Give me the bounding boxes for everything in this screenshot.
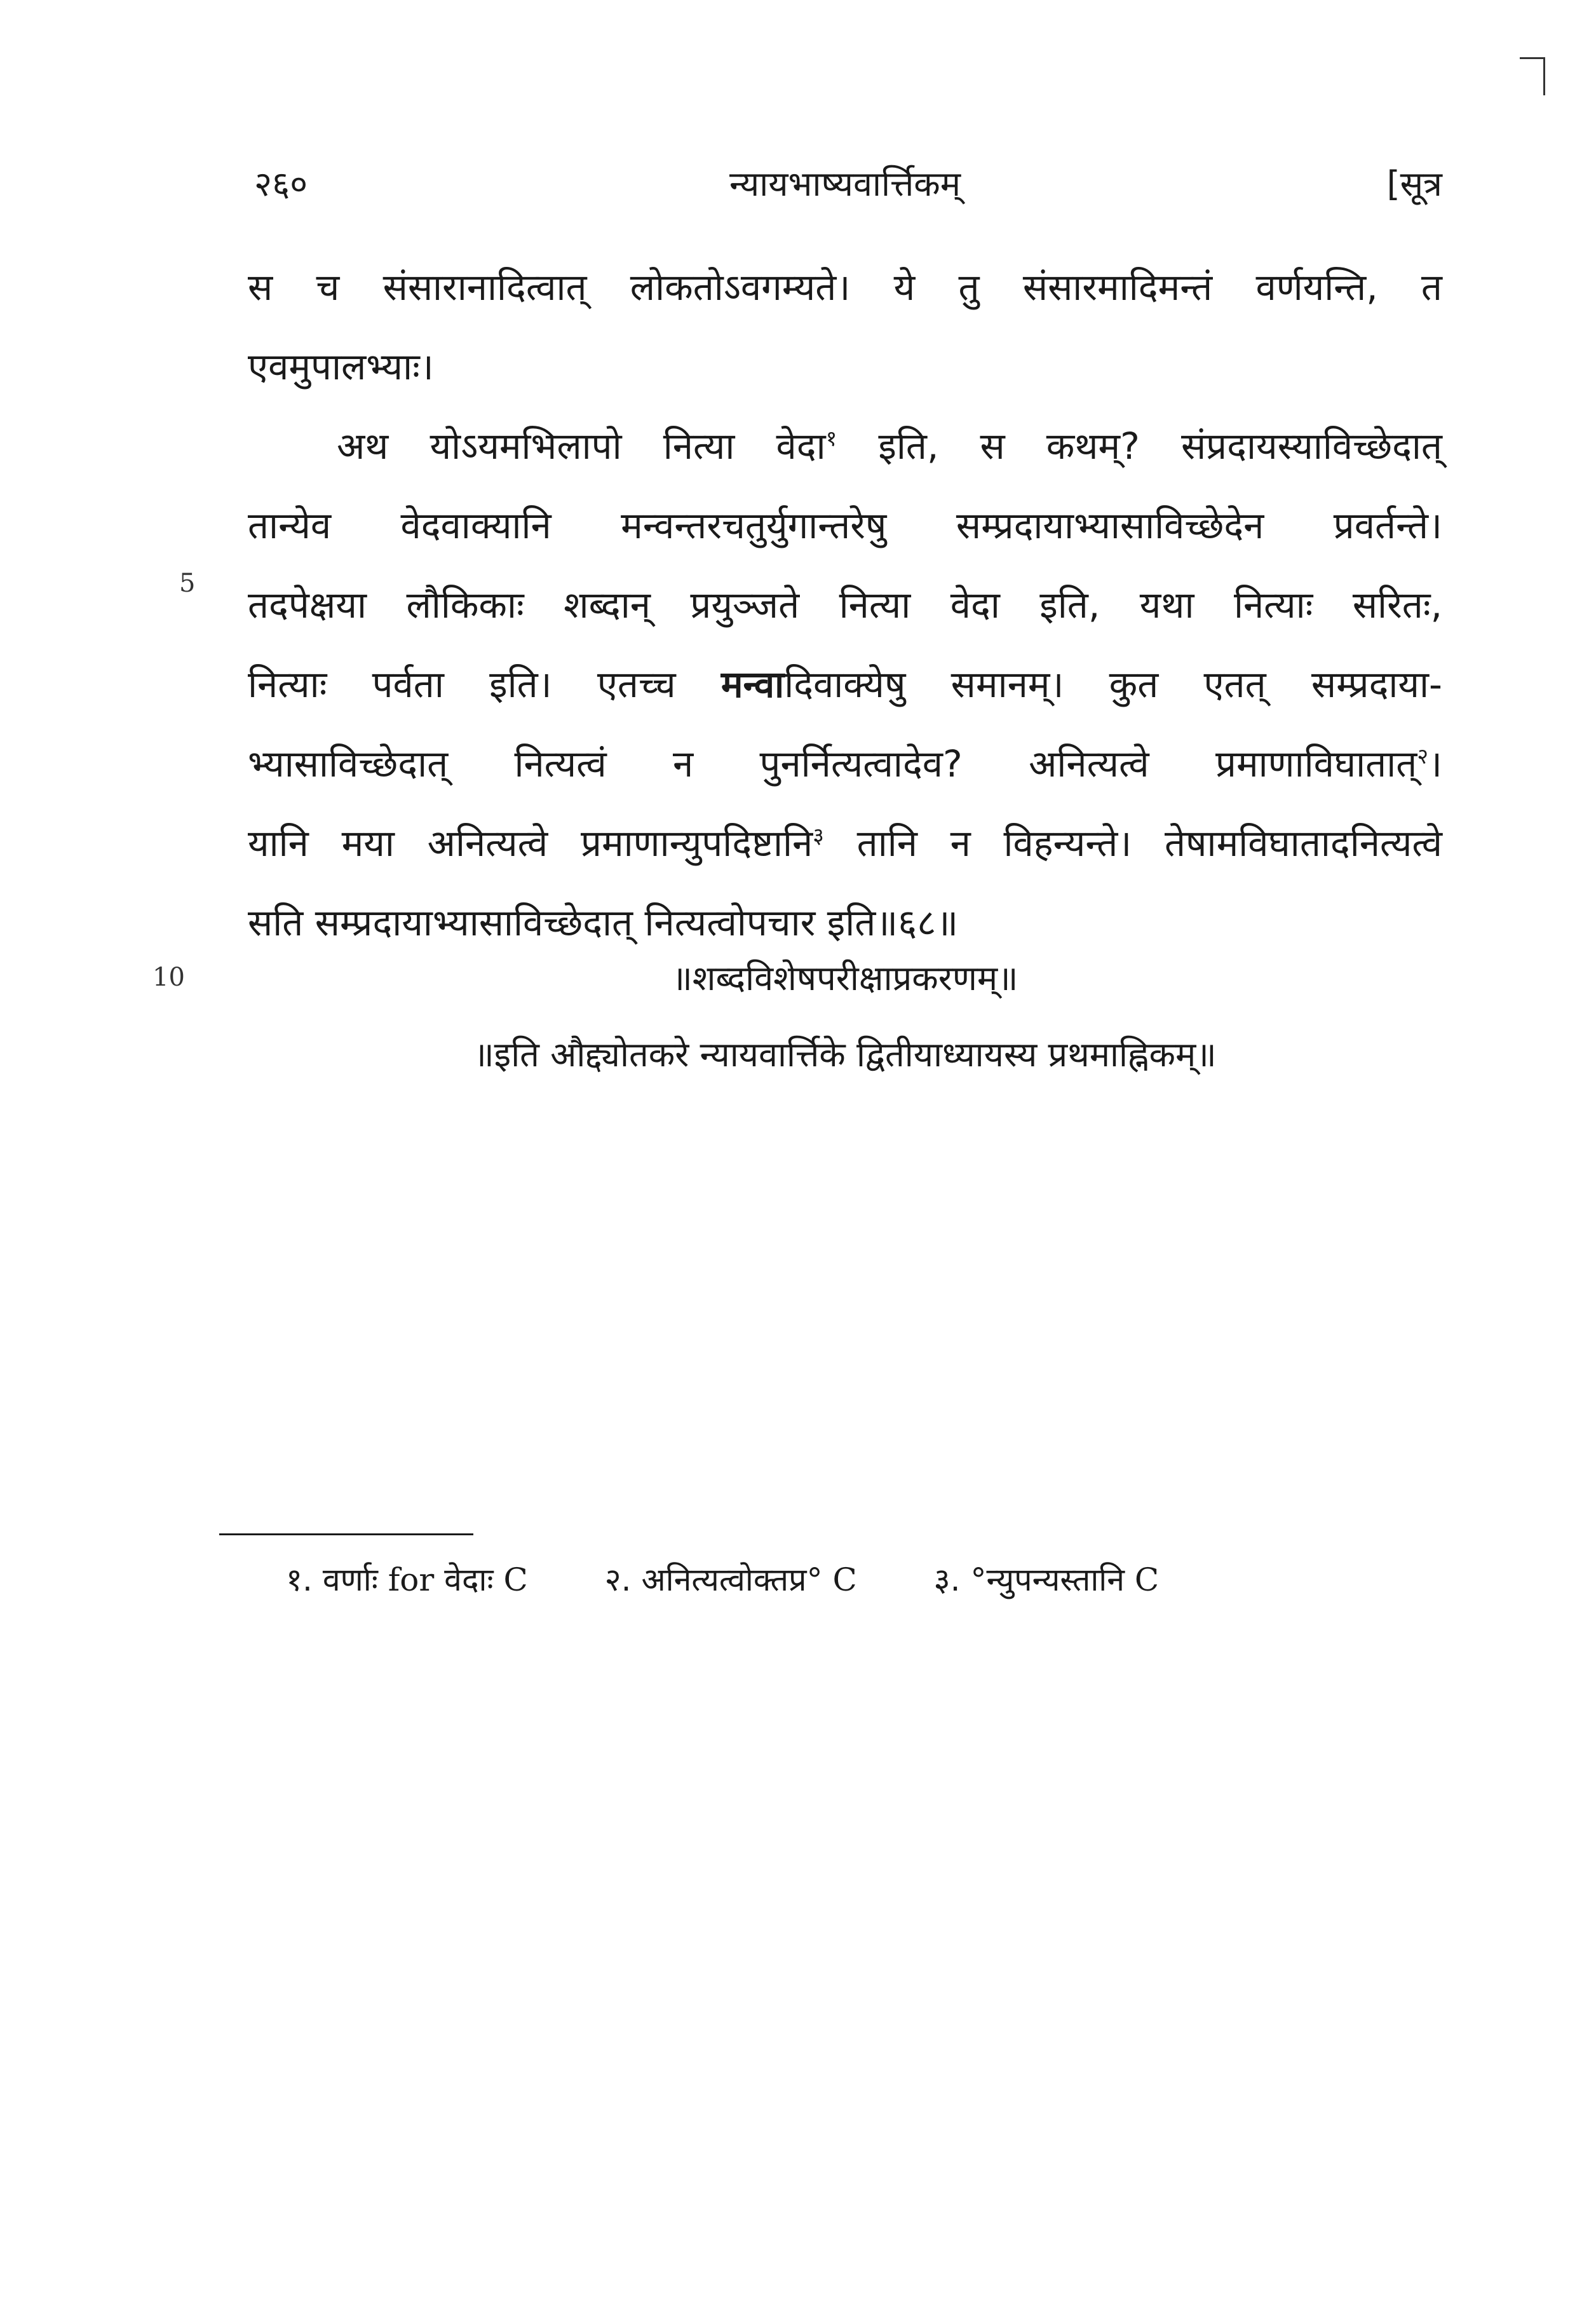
footnote-ref: २ <box>1417 743 1429 770</box>
text-line-1: स च संसारानादित्वात् लोकतोऽवगम्यते। ये तु संसारमादिमन्तं वर्णयन्ति, त <box>248 266 1442 309</box>
text-line-5: तदपेक्षया लौकिकाः शब्दान् प्रयुञ्जते नित्या वेदा इति, यथा नित्याः सरितः, <box>248 583 1442 627</box>
footnotes <box>286 1557 1226 1600</box>
page-header <box>248 159 1442 216</box>
section-end-colophon: ॥शब्दविशेषपरीक्षाप्रकरणम्॥ <box>672 958 1018 998</box>
margin-rule <box>1543 57 1545 95</box>
main-text <box>248 248 1442 963</box>
text-line-3: अथ योऽयमभिलापो नित्या वेदा$^१$ इति, स कथम्? संप्रदायस्याविच्छेदात् <box>337 424 1442 468</box>
text-line-4: तान्येव वेदवाक्यानि मन्वन्तरचतुर्युगान्तरेषु सम्प्रदायाभ्यासाविच्छेदेन प्रवर्तन्ते। <box>248 504 1442 547</box>
running-title: न्यायभाष्यवार्त्तिकम् <box>729 164 961 204</box>
footnote-3: ३. °न्युपन्यस्तानि C <box>933 1561 1160 1598</box>
line-number-10: 10 <box>152 963 185 992</box>
footnote-1: १. वर्णाः for वेदाः C <box>286 1561 528 1598</box>
section-mark: [सूत्र <box>1386 164 1442 204</box>
line-number-5: 5 <box>179 569 196 598</box>
footnote-ref: ३ <box>813 823 824 849</box>
page-number: २६० <box>254 164 308 204</box>
text-line-6: नित्याः पर्वता इति। एतच्च मन्वादिवाक्येषु समानम्। कुत एतत् सम्प्रदाया- <box>248 663 1442 706</box>
text-line-2: एवमुपालभ्याः। <box>248 345 434 388</box>
footnote-ref: १ <box>825 426 837 452</box>
text-line-8: यानि मया अनित्यत्वे प्रमाणान्युपदिष्टानि$^३$ तानि न विहन्यन्ते। तेषामविघातादनित्यत्वे <box>248 822 1442 865</box>
chapter-end-colophon: ॥इति औद्द्योतकरे न्यायवार्त्तिके द्वितीयाध्यायस्य प्रथमाह्निकम्॥ <box>473 1035 1217 1075</box>
text-line-9: सति सम्प्रदायाभ्यासाविच्छेदात् नित्यत्वोपचार इति॥६८॥ <box>248 901 959 944</box>
margin-tick <box>1520 57 1545 59</box>
footnote-2: २. अनित्यत्वोक्तप्र° C <box>604 1561 857 1598</box>
bold-term: मन्वा <box>720 663 785 706</box>
text-line-7: भ्यासाविच्छेदात् नित्यत्वं न पुनर्नित्यत्वादेव? अनित्यत्वे प्रमाणाविघातात्$^२$। <box>248 742 1442 785</box>
footnote-rule <box>219 1533 473 1535</box>
